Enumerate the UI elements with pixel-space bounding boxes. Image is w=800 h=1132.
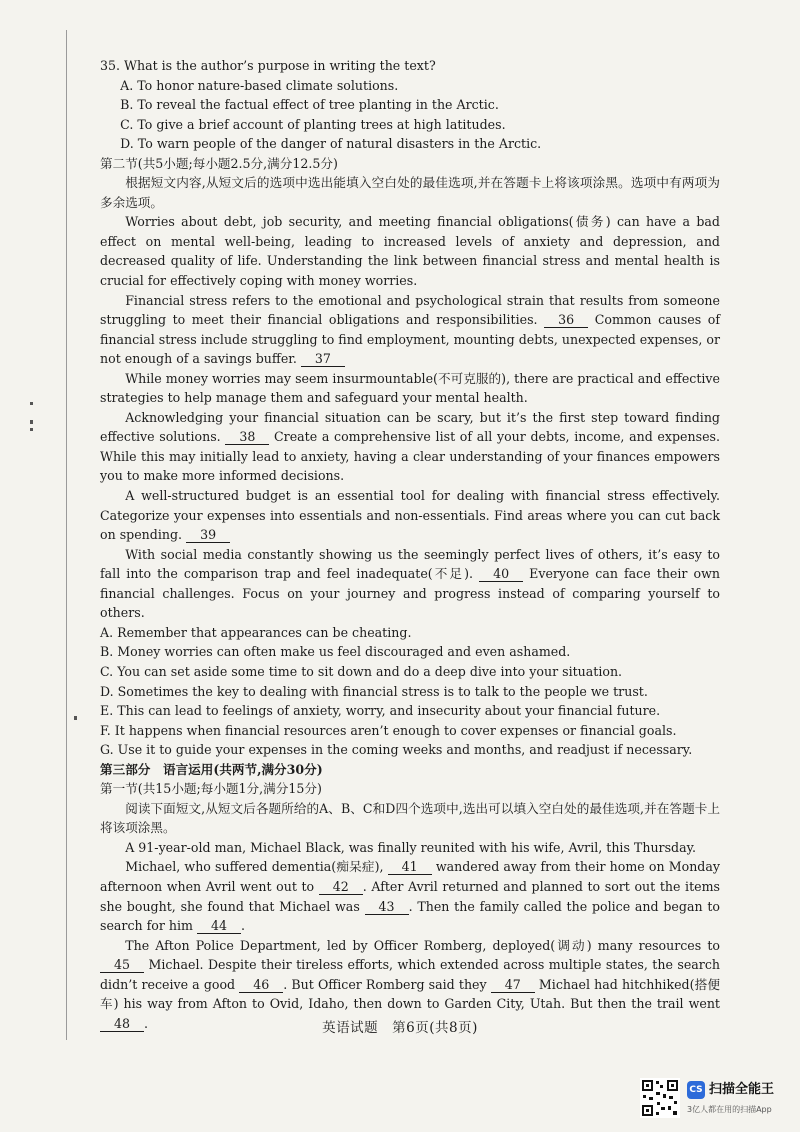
- blank-42: 42: [319, 879, 363, 895]
- blank-38: 38: [225, 429, 269, 445]
- passage-paragraph: [100, 857, 720, 935]
- passage-text: Financial stress refers to the emotional and psychological strain that results from someone struggling to meet their financial obligations and responsibilities.: [100, 292, 720, 328]
- passage-text: A well-structured budget is an essential tool for dealing with financial stress effectively. Categorize your expenses into essentials and non-essentials. Find areas where you can cut back on spending.: [100, 488, 720, 543]
- blank-47: 47: [491, 977, 535, 993]
- passage-text: . After Avril returned and planned to sort out the items she bought, she found that Michael was: [100, 878, 720, 914]
- passage-text: Create a comprehensive list of all your debts, income, and expenses. While this may initially lead to anxiety, having a clear understanding of your finances empowers you to make more informed decisions.: [100, 429, 720, 484]
- qr-code-icon: [640, 1078, 680, 1118]
- blank-46: 46: [239, 977, 283, 993]
- camscanner-name: 扫描全能王: [709, 1082, 775, 1097]
- passage-paragraph: A 91-year-old man, Michael Black, was finally reunited with his wife, Avril, this Thursday.: [125, 839, 697, 855]
- section-2-heading: 第二节(共5小题;每小题2.5分,满分12.5分): [100, 155, 338, 171]
- answer-option-b: B. Money worries can often make us feel discouraged and even ashamed.: [100, 644, 571, 660]
- passage-text: With social media constantly showing us the seemingly perfect lives of others, it’s easy to fall into the comparison trap and feel inadequate(不足).: [100, 546, 720, 582]
- answer-option-a: A. Remember that appearances can be cheating.: [100, 624, 412, 640]
- question-35-option-d: D. To warn people of the danger of natural disasters in the Arctic.: [120, 136, 542, 152]
- answer-option-c: C. You can set aside some time to sit down and do a deep dive into your situation.: [100, 663, 623, 679]
- question-35-option-c: C. To give a brief account of planting trees at high latitudes.: [120, 116, 506, 132]
- blank-36: 36: [544, 312, 588, 328]
- part-3-heading: 第三部分 语言运用(共两节,满分30分): [100, 761, 323, 777]
- passage-text: Common causes of financial stress include struggling to find employment, mounting debts, unexpected expenses, or not enough of a savings buffer.: [100, 312, 720, 367]
- passage-text: . Then the family called the police and began to search for him: [100, 898, 720, 934]
- passage-text: Michael. Despite their tireless efforts, which extended across multiple states, the search didn’t receive a good: [100, 957, 720, 992]
- passage-text: The Afton Police Department, led by Officer Romberg, deployed(调动) many resources to: [125, 937, 720, 953]
- passage-text: Michael had hitchhiked(搭便车) his way from Afton to Ovid, Idaho, then down to Garden City, Utah. But then the trail went: [100, 976, 720, 1012]
- camscanner-tagline: 3亿人都在用的扫描App: [687, 1105, 772, 1114]
- blank-48: 48: [100, 1016, 144, 1032]
- scanner-watermark: [640, 1078, 790, 1122]
- answer-option-d: D. Sometimes the key to dealing with financial stress is to talk to the people we trust.: [100, 683, 648, 699]
- margin-mark: [30, 402, 33, 405]
- passage-text: Michael, who suffered dementia(痴呆症),: [125, 859, 384, 875]
- exam-content: [100, 56, 720, 1033]
- blank-40: 40: [479, 566, 523, 582]
- passage-paragraph: [100, 408, 720, 486]
- section-2-instruction: 根据短文内容,从短文后的选项中选出能填入空白处的最佳选项,并在答题卡上将该项涂黑。选项中有两项为多余选项。: [100, 175, 720, 210]
- blank-37: 37: [301, 351, 345, 367]
- question-35-stem: 35. What is the author’s purpose in writing the text?: [100, 58, 436, 73]
- question-35-option-b: B. To reveal the factual effect of tree planting in the Arctic.: [120, 97, 499, 113]
- blank-43: 43: [365, 899, 409, 915]
- blank-44: 44: [197, 918, 241, 934]
- passage-text: Everyone can face their own financial challenges. Focus on your journey and progress instead of comparing yourself to others.: [100, 566, 720, 621]
- margin-mark: [30, 420, 33, 424]
- passage-paragraph: [100, 486, 720, 545]
- passage-text: . But Officer Romberg said they: [283, 976, 487, 992]
- passage-paragraph: [100, 545, 720, 623]
- camscanner-logo-icon: CS: [687, 1081, 705, 1099]
- passage-text: wandered away from their home on Monday afternoon when Avril went out to: [100, 859, 720, 894]
- margin-mark: [30, 428, 33, 431]
- margin-mark: [74, 716, 77, 720]
- answer-option-f: F. It happens when financial resources aren’t enough to cover expenses or financial goals.: [100, 722, 677, 738]
- passage-text: .: [240, 918, 245, 934]
- passage-text: .: [144, 1015, 149, 1031]
- passage-paragraph: Worries about debt, job security, and meeting financial obligations(债务) can have a bad effect on mental well-being, leading to increased levels of anxiety and depression, and decreased quality of life. Understanding the link between financial stress and mental health is crucial for effectively coping with money worries.: [100, 214, 720, 289]
- question-35-option-a: A. To honor nature-based climate solutions.: [120, 77, 399, 93]
- answer-option-g: G. Use it to guide your expenses in the coming weeks and months, and readjust if necessary.: [100, 742, 693, 758]
- page-footer: 英语试题 第6页(共8页): [322, 1020, 478, 1036]
- blank-41: 41: [388, 859, 432, 875]
- passage-paragraph: [100, 291, 720, 369]
- blank-39: 39: [186, 527, 230, 543]
- part-3-sub-heading: 第一节(共15小题;每小题1分,满分15分): [100, 781, 322, 797]
- binding-margin-line: [66, 30, 67, 1040]
- passage-paragraph: While money worries may seem insurmountable(不可克服的), there are practical and effective strategies to help manage them and safeguard your mental health.: [100, 370, 720, 406]
- blank-45: 45: [100, 957, 144, 973]
- part-3-instruction: 阅读下面短文,从短文后各题所给的A、B、C和D四个选项中,选出可以填入空白处的最佳选项,并在答题卡上将该项涂黑。: [100, 800, 720, 836]
- answer-option-e: E. This can lead to feelings of anxiety, worry, and insecurity about your financial future.: [100, 703, 661, 719]
- passage-text: Acknowledging your financial situation can be scary, but it’s the first step toward finding effective solutions.: [100, 409, 720, 445]
